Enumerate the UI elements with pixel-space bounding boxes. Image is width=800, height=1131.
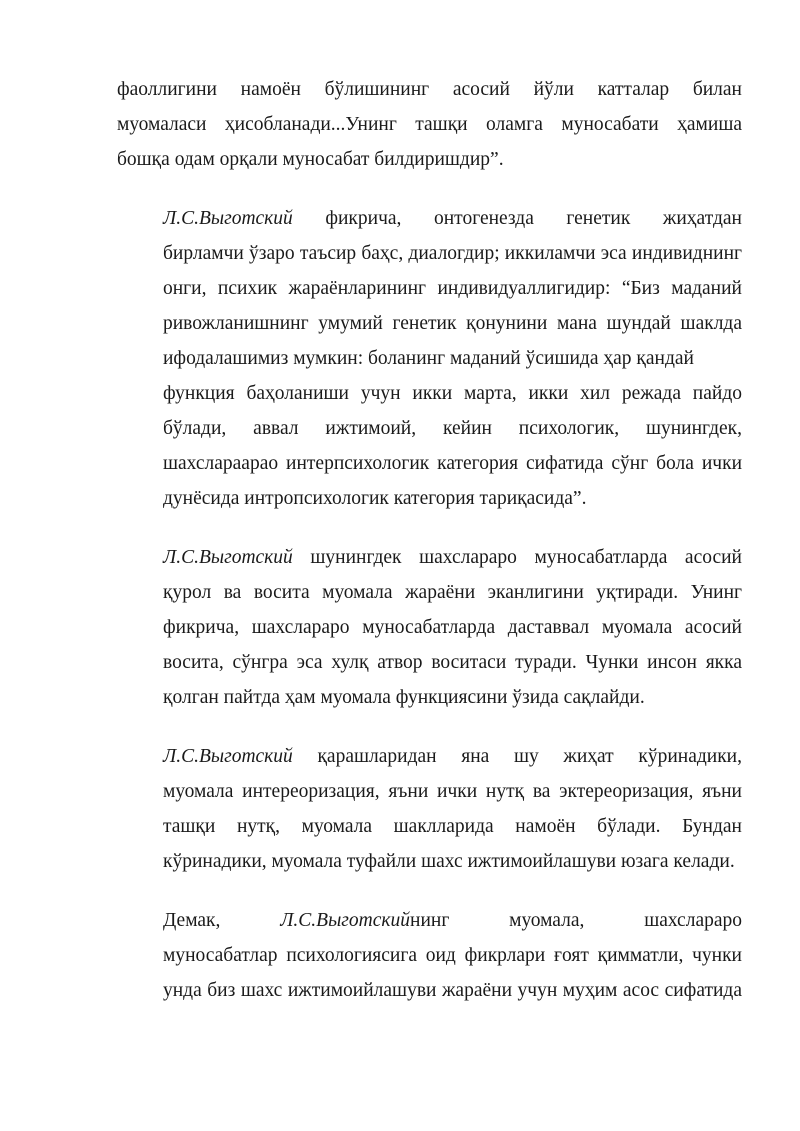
text-line: қурол ва восита муомала жараёни эканлигини уқтиради. Унинг [163, 582, 742, 603]
text-line: функция баҳоланиши учун икки марта, икки хил режада пайдо [163, 383, 742, 404]
author-name: Л.С.Выготский [280, 910, 411, 931]
text-line: ташқи нутқ, муомала шаклларида намоён бўлади. Бундан [163, 816, 742, 837]
text-line: ифодалашимиз мумкин: боланинг маданий ўсишида ҳар қандай [163, 348, 694, 369]
author-name: Л.С.Выготский [163, 208, 293, 229]
text-line: унда биз шахс ижтимоийлашуви жараёни учун муҳим асос сифатида [163, 980, 742, 1001]
text-line: бўлади, аввал ижтимоий, кейин психологик, шунингдек, [163, 418, 742, 439]
line-text: қарашларидан яна шу жиҳат кўринадики, [292, 746, 742, 767]
line-text: фикрича, онтогенезда генетик жиҳатдан [292, 208, 742, 229]
text-line: дунёсида интропсихологик категория тариқасида”. [163, 488, 587, 509]
text-line: онги, психик жараёнларининг индивидуаллигидир: “Биз маданий [163, 278, 742, 299]
text-line: муомала интереоризация, яъни ички нутқ ва эктереоризация, яъни [163, 781, 742, 802]
text-line: бошқа одам орқали муносабат билдиришдир”. [117, 149, 504, 170]
line-text: шунингдек шахслараро муносабатларда асосий [292, 547, 742, 568]
text-line [117, 739, 742, 774]
document-page [117, 72, 742, 1032]
text-line: шахслараарао интерпсихологик категория сифатида сўнг бола ички [163, 453, 742, 474]
paragraph-4 [117, 739, 742, 879]
paragraph-2 [117, 201, 742, 516]
line-text: нинг муомала, шахслараро [410, 910, 743, 931]
text-line: муносабатлар психологиясига оид фикрлари ғоят қимматли, чунки [163, 945, 742, 966]
text-line: фаоллигини намоён бўлишининг асосий йўли катталар билан [117, 79, 742, 100]
line-prefix: Демак, [163, 910, 281, 931]
paragraph-3 [117, 540, 742, 715]
text-line: бирламчи ўзаро таъсир баҳс, диалогдир; иккиламчи эса индивиднинг [163, 243, 742, 264]
text-line: қолган пайтда ҳам муомала функциясини ўзида сақлайди. [163, 687, 645, 708]
text-line: муомаласи ҳисобланади...Унинг ташқи оламга муносабати ҳамиша [117, 114, 742, 135]
text-line [117, 540, 742, 575]
text-line: фикрича, шахслараро муносабатларда даставвал муомала асосий [163, 617, 742, 638]
author-name: Л.С.Выготский [163, 746, 293, 767]
text-line [117, 903, 742, 938]
text-line: восита, сўнгра эса хулқ атвор воситаси туради. Чунки инсон якка [163, 652, 742, 673]
text-line: кўринадики, муомала туфайли шахс ижтимоийлашуви юзага келади. [163, 851, 735, 872]
paragraph-1 [117, 72, 742, 177]
author-name: Л.С.Выготский [163, 547, 293, 568]
text-line [117, 201, 742, 236]
paragraph-5 [117, 903, 742, 1008]
text-line: ривожланишнинг умумий генетик қонунини мана шундай шаклда [163, 313, 742, 334]
